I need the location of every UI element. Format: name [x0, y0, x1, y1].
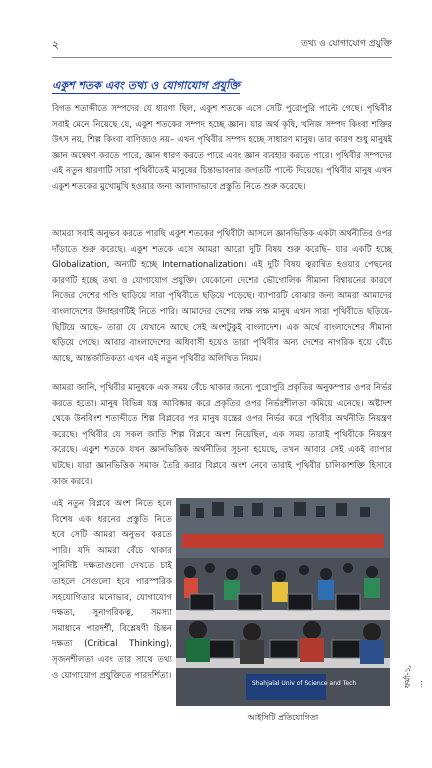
page-number: ২ [52, 38, 60, 51]
photo-illustration [176, 498, 390, 706]
banner-text: Shahjalal Univ of Science and Tech [252, 680, 357, 687]
photo-caption: আইসিটি প্রতিযোগিতা [247, 713, 319, 722]
header-divider [52, 57, 392, 58]
paragraph-3: আমরা জানি, পৃথিবীর মানুষকে এক সময় বেঁচে থাকার জন্যে পুরোপুরি প্রকৃতির অনুকম্পার ওপর নির্ভর করতে হতো। মানুষ বিভিন্ন যন্ত্র আবিষ্কার করে প্রকৃতির ওপর নির্ভরশীলতা কমিয়ে এনেছে। অষ্টাদশ থেকে উনবিংশ শতাব্দীতে শিল্প বিপ্লবের পর মানুষ যন্ত্রের ওপর নির্ভর করে পৃথিবীর অর্থনীতি নিয়ন্ত্রণ করেছে। পৃথিবীর যে সকল জাতি শিল্প বিপ্লবে অংশ নিয়েছিল, এক সময় তারাই পৃথিবীকে নিয়ন্ত্রণ করেছে। একুশ শতকে যখন জ্ঞানভিত্তিক অর্থনীতির সূচনা হয়েছে, তখন আবার সেই একই ব্যাপার ঘটছে। যারা জ্ঞানভিত্তিক সমাজ তৈরি করার বিপ্লবে অংশ নেবে তারাই পৃথিবীর চালিকাশক্তি হিসাবে কাজ করবে। [52, 383, 392, 487]
section-title: একুশ শতক এবং তথ্য ও যোগাযোগ প্রযুক্তি [52, 79, 240, 92]
ict-competition-photo [176, 498, 390, 706]
page-header [52, 36, 392, 54]
section-title-underline [52, 93, 240, 94]
form-code: ফর্মা-১, ... [403, 664, 424, 688]
paragraph-4: এই নতুন বিপ্লবে অংশ নিতে হলে বিশেষ এক ধরনের প্রস্তুতি নিতে হবে সেটি আমরা অনুভব করতে পারি। যদি আমরা বেঁচে থাকার সুনির্দিষ্ট দক্ষতাগুলো দেখতে চাই তাহলে সেগুলো হবে পারস্পরিক সহযোগিতার মনোভাব, যোগাযোগ দক্ষতা, সুনাগরিকত্ব, সমস্যা সমাধানে পারদর্শী, বিশ্লেষণী চিন্তন দক্ষতা (Critical Thinking), সৃজনশীলতা এবং তার সাথে তথ্য ও যোগাযোগ প্রযুক্তিতে পারদর্শিতা। [52, 499, 172, 681]
paragraph-1: বিগত শতাব্দীতে সম্পদের যে ধারণা ছিল, একুশ শতকে এসে সেটি পুরোপুরি পাল্টে গেছে। পৃথিবীর সবাই মেনে নিয়েছে যে, একুশ শতকের সম্পদ হচ্ছে জ্ঞান। যার অর্থ কৃষি, খনিজ সম্পদ কিংবা শক্তির উৎস নয়, শিল্প কিংবা বাণিজ্যও নয়– এখন পৃথিবীর সম্পদ হচ্ছে সাধারণ মানুষ। তার কারণ শুধু মানুষই জ্ঞান অন্বেষণ করতে পারে, জ্ঞান ধারণ করতে পারে এবং জ্ঞান ব্যবহার করতে পারে। পৃথিবীর সম্পদের এই নতুন ধারণাটি সারা পৃথিবীতেই মানুষের চিন্তাভাবনার জগতটি পাল্টে দিয়েছে। পৃথিবীর মানুষ এখন একুশ শতকের মুখোমুখি হওয়ার জন্য আলাদাভাবে প্রস্তুতি নিতে শুরু করেছে। [52, 104, 392, 192]
running-title: তথ্য ও যোগাযোগ প্রযুক্তি [301, 39, 392, 49]
paragraph-2: আমরা সবাই অনুভব করতে পারছি একুশ শতকের পৃথিবীটা আসলে জ্ঞানভিত্তিক একটা অর্থনীতির ওপর দাঁড়াতে শুরু করেছে। একুশ শতকে এসে আমরা আরো দুটি বিষয় শুরু করেছি– যার একটি হচ্ছে Globalization, অন্যটি হচ্ছে Internationalization। এই দুটি বিষয় ত্বরান্বিত হওয়ার পেছনের কারণটি হচ্ছে তথ্য ও যোগাযোগ প্রযুক্তি। যেকোনো দেশের ভৌগোলিক সীমানা বিশ্বায়নের কারণে নিজের দেশের গণ্ডি ছাড়িয়ে সারা পৃথিবীতে ছড়িয়ে পড়েছে। ব্যাপারটি বোঝার জন্য আমরা আমাদের বাংলাদেশের উদাহরণটিই নিতে পারি। আমাদের দেশের লক্ষ লক্ষ মানুষ এখন সারা পৃথিবীতে ছড়িয়ে-ছিটিয়ে আছে– তারা যে যেখানে আছে সেই অংশটুকুই বাংলাদেশ। এক অর্থে বাংলাদেশের সীমানা ছড়িয়ে গেছে। আবার বাংলাদেশের অধিবাসী হয়েও তারা পৃথিবীর অন্য দেশের নাগরিক হয়ে বেঁচে আছে, আন্তর্জাতিকতা এখন এই নতুন পৃথিবীর অলিখিত নিয়ম। [52, 229, 392, 364]
